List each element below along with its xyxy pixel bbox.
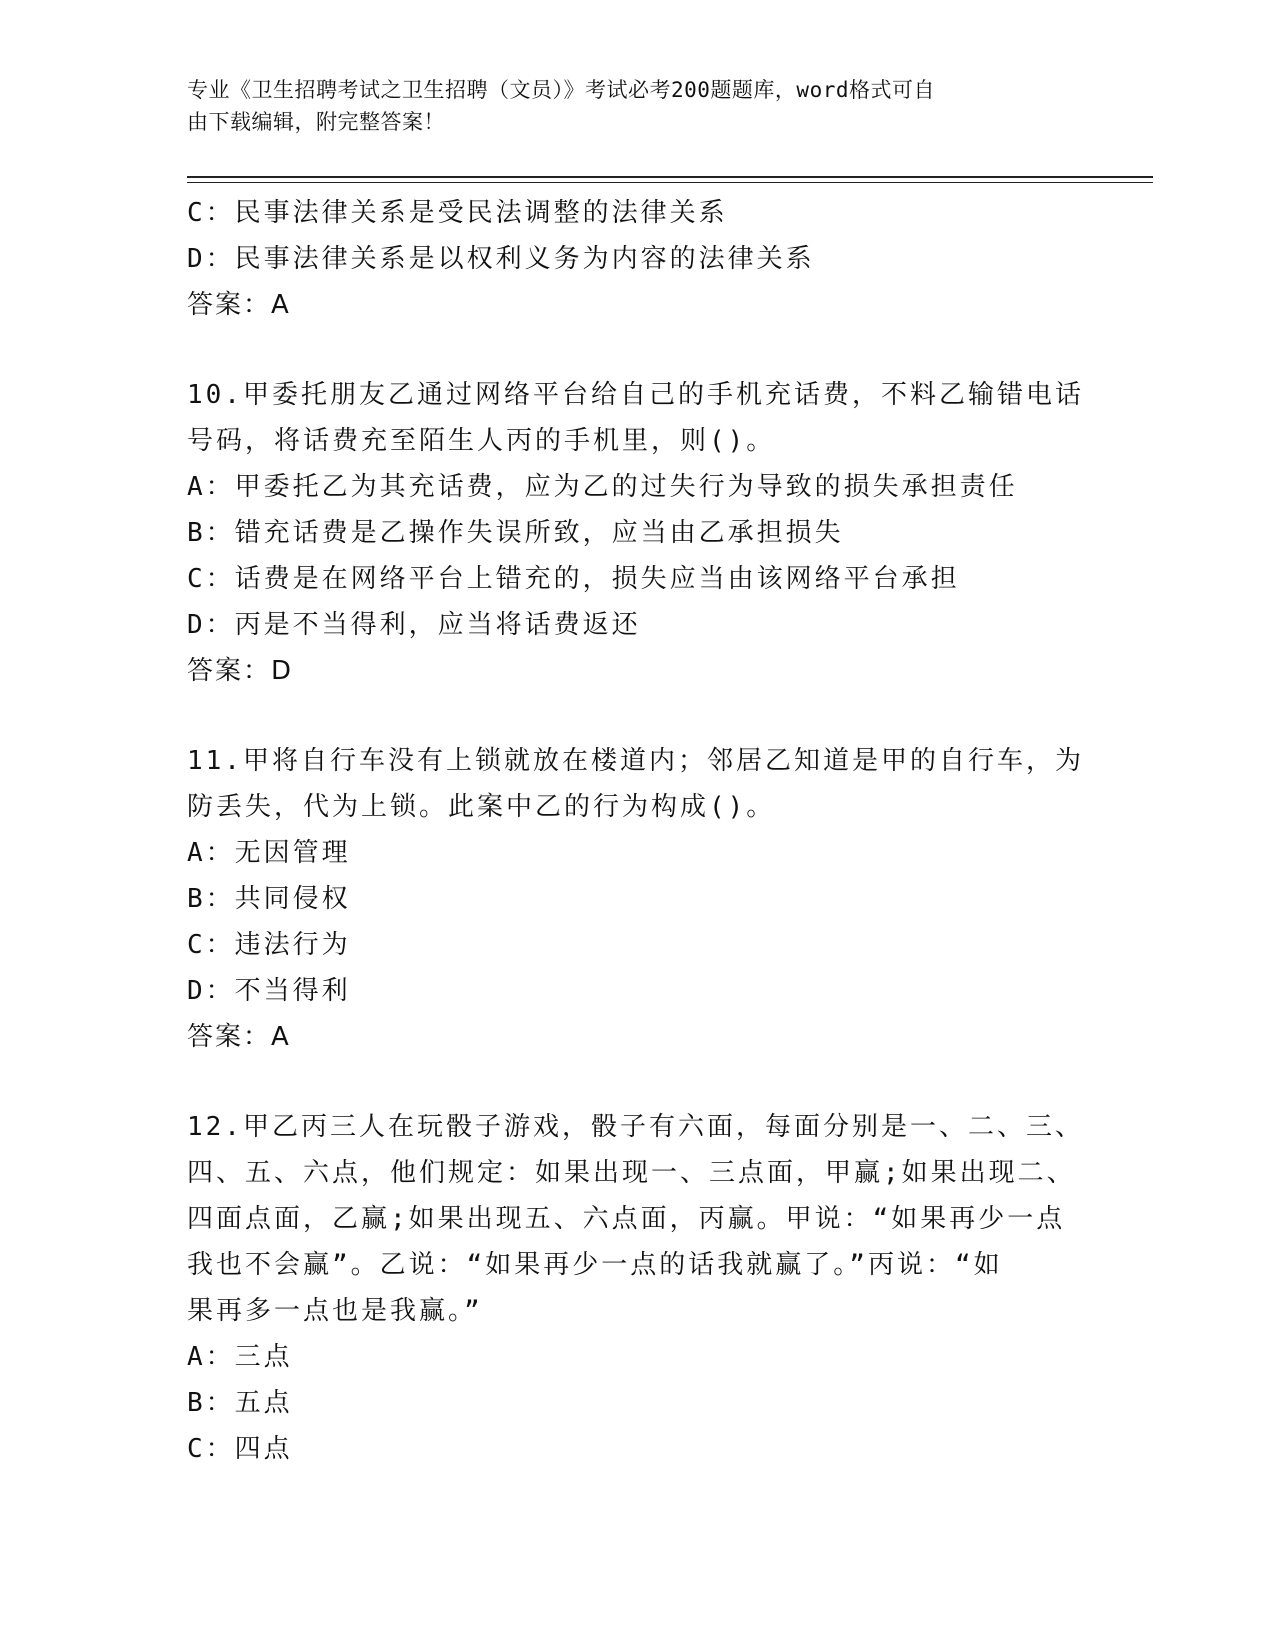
- question-9: [187, 190, 1087, 328]
- option-b: B：错充话费是乙操作失误所致，应当由乙承担损失: [187, 518, 844, 548]
- answer: 答案：D: [187, 656, 294, 686]
- option-a: A：无因管理: [187, 838, 351, 868]
- question-stem: 我也不会赢”。乙说：“如果再少一点的话我就赢了。”丙说：“如: [187, 1250, 1003, 1280]
- option-b: B：共同侵权: [187, 884, 351, 914]
- question-10: [187, 372, 1087, 694]
- header-rule-thick: [187, 176, 1153, 178]
- question-stem: 号码，将话费充至陌生人丙的手机里，则()。: [187, 426, 776, 456]
- option-d: D：丙是不当得利，应当将话费返还: [187, 610, 641, 640]
- question-12: [187, 1104, 1087, 1472]
- question-stem: 防丢失，代为上锁。此案中乙的行为构成()。: [187, 792, 776, 822]
- option-a: A：甲委托乙为其充话费，应为乙的过失行为导致的损失承担责任: [187, 472, 1018, 502]
- question-stem: 10.甲委托朋友乙通过网络平台给自己的手机充话费，不料乙输错电话: [187, 380, 1084, 410]
- option-c: C：四点: [187, 1434, 293, 1464]
- option-d: D：民事法律关系是以权利义务为内容的法律关系: [187, 244, 815, 274]
- question-stem: 11.甲将自行车没有上锁就放在楼道内；邻居乙知道是甲的自行车，为: [187, 746, 1084, 776]
- answer: 答案：A: [187, 1022, 291, 1052]
- option-b: B：五点: [187, 1388, 293, 1418]
- answer: 答案：A: [187, 290, 291, 320]
- option-d: D：不当得利: [187, 976, 351, 1006]
- header-line-2: 由下载编辑，附完整答案！: [187, 110, 445, 134]
- option-c: C：违法行为: [187, 930, 351, 960]
- question-stem: 四、五、六点，他们规定：如果出现一、三点面，甲赢;如果出现二、: [187, 1158, 1076, 1188]
- question-stem: 果再多一点也是我赢。”: [187, 1296, 483, 1326]
- question-stem: 四面点面，乙赢;如果出现五、六点面，丙赢。甲说：“如果再少一点: [187, 1204, 1066, 1234]
- header-line-1: 专业《卫生招聘考试之卫生招聘（文员）》考试必考200题题库，word格式可自: [187, 78, 935, 102]
- question-stem: 12.甲乙丙三人在玩骰子游戏，骰子有六面，每面分别是一、二、三、: [187, 1112, 1084, 1142]
- option-a: A：三点: [187, 1342, 293, 1372]
- page-header: [187, 74, 1067, 138]
- question-list: [187, 190, 1087, 1472]
- question-11: [187, 738, 1087, 1060]
- header-rule-thin: [187, 182, 1153, 183]
- option-c: C：民事法律关系是受民法调整的法律关系: [187, 198, 728, 228]
- option-c: C：话费是在网络平台上错充的，损失应当由该网络平台承担: [187, 564, 960, 594]
